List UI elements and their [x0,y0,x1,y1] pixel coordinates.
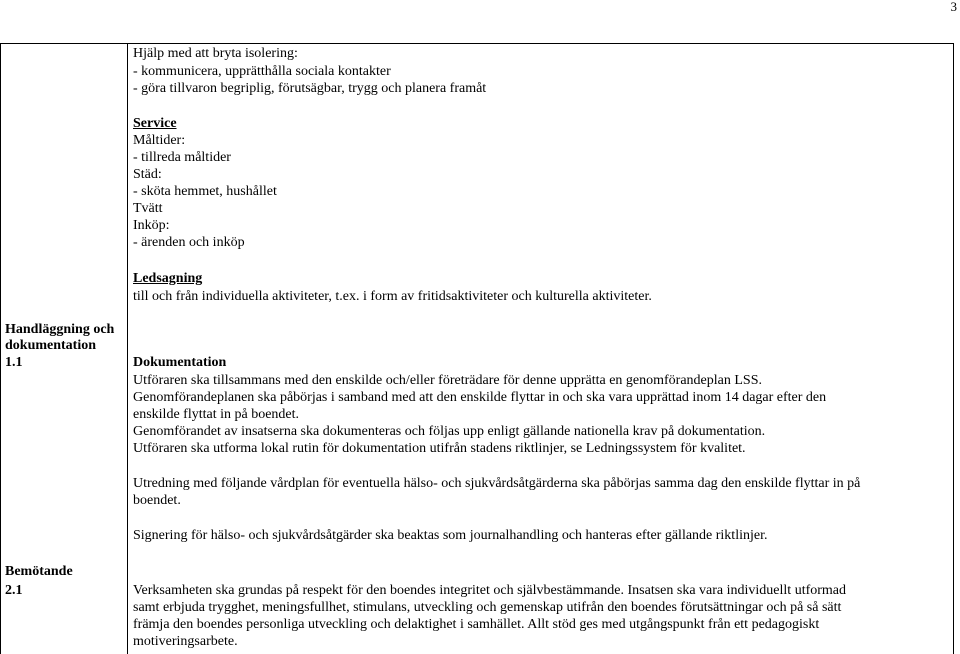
item-number: 2.1 [5,583,23,598]
service-line: Inköp: [133,218,170,233]
paragraph-line: Utföraren ska utforma lokal rutin för dokumentation utifrån stadens riktlinjer, se Ledningssystem för kvalitet. [133,441,746,456]
service-heading: Service [133,116,177,131]
section-label-handling: dokumentation [5,338,97,353]
section-label-handling: Handläggning och [5,322,115,337]
paragraph-line: enskilde flyttat in på boendet. [133,407,300,422]
paragraph-line: Signering för hälso- och sjukvårdsåtgärder ska beaktas som journalhandling och hanteras efter gällande riktlinjer. [133,528,768,543]
table-column-divider [127,43,128,654]
table-border-top [0,43,954,44]
service-line: - ärenden och inköp [133,235,245,250]
page-number: 3 [950,0,957,14]
paragraph-line: Genomförandeplanen ska påbörjas i samband med att den enskilde flyttar in och ska vara upprättad inom 14 dagar efter den [133,390,827,405]
table-border-right [953,43,954,654]
table-border-left [0,43,1,654]
isolation-item: - göra tillvaron begriplig, förutsägbar, trygg och planera framåt [133,81,487,96]
section-label-bemotande: Bemötande [5,564,73,579]
service-line: - sköta hemmet, hushållet [133,184,277,199]
service-line: Måltider: [133,133,186,148]
item-number: 1.1 [5,355,23,370]
paragraph-line: Utredning med följande vårdplan för eventuella hälso- och sjukvårdsåtgärderna ska påbörjas samma dag den enskilde flyttar in på [133,476,861,491]
ledsagning-text: till och från individuella aktiviteter, t.ex. i form av fritidsaktiviteter och kulturella aktiviteter. [133,289,652,304]
service-line: Städ: [133,167,162,182]
item-heading: Dokumentation [133,355,227,370]
service-line: Tvätt [133,201,163,216]
paragraph-line: Genomförandet av insatserna ska dokumenteras och följas upp enligt gällande nationella krav på dokumentation. [133,424,766,439]
paragraph-line: främja den boendes personliga utveckling och delaktighet i samhället. Allt stöd ges med utgångspunkt från ett pedagogiskt [133,617,820,632]
paragraph-line: Verksamheten ska grundas på respekt för den boendes integritet och självbestämmande. Insatsen ska vara individuellt utformad [133,583,847,598]
paragraph-line: Utföraren ska tillsammans med den enskilde och/eller företrädare för denne upprätta en genomförandeplan LSS. [133,373,762,388]
service-line: - tillreda måltider [133,150,231,165]
isolation-item: - kommunicera, upprätthålla sociala kontakter [133,64,391,79]
paragraph-line: motiveringsarbete. [133,634,238,649]
isolation-heading: Hjälp med att bryta isolering: [133,46,298,61]
paragraph-line: boendet. [133,493,181,508]
paragraph-line: samt erbjuda trygghet, meningsfullhet, stimulans, utveckling och gemenskap utifrån den boendes förutsättningar och på så sätt [133,600,842,615]
ledsagning-heading: Ledsagning [133,271,203,286]
